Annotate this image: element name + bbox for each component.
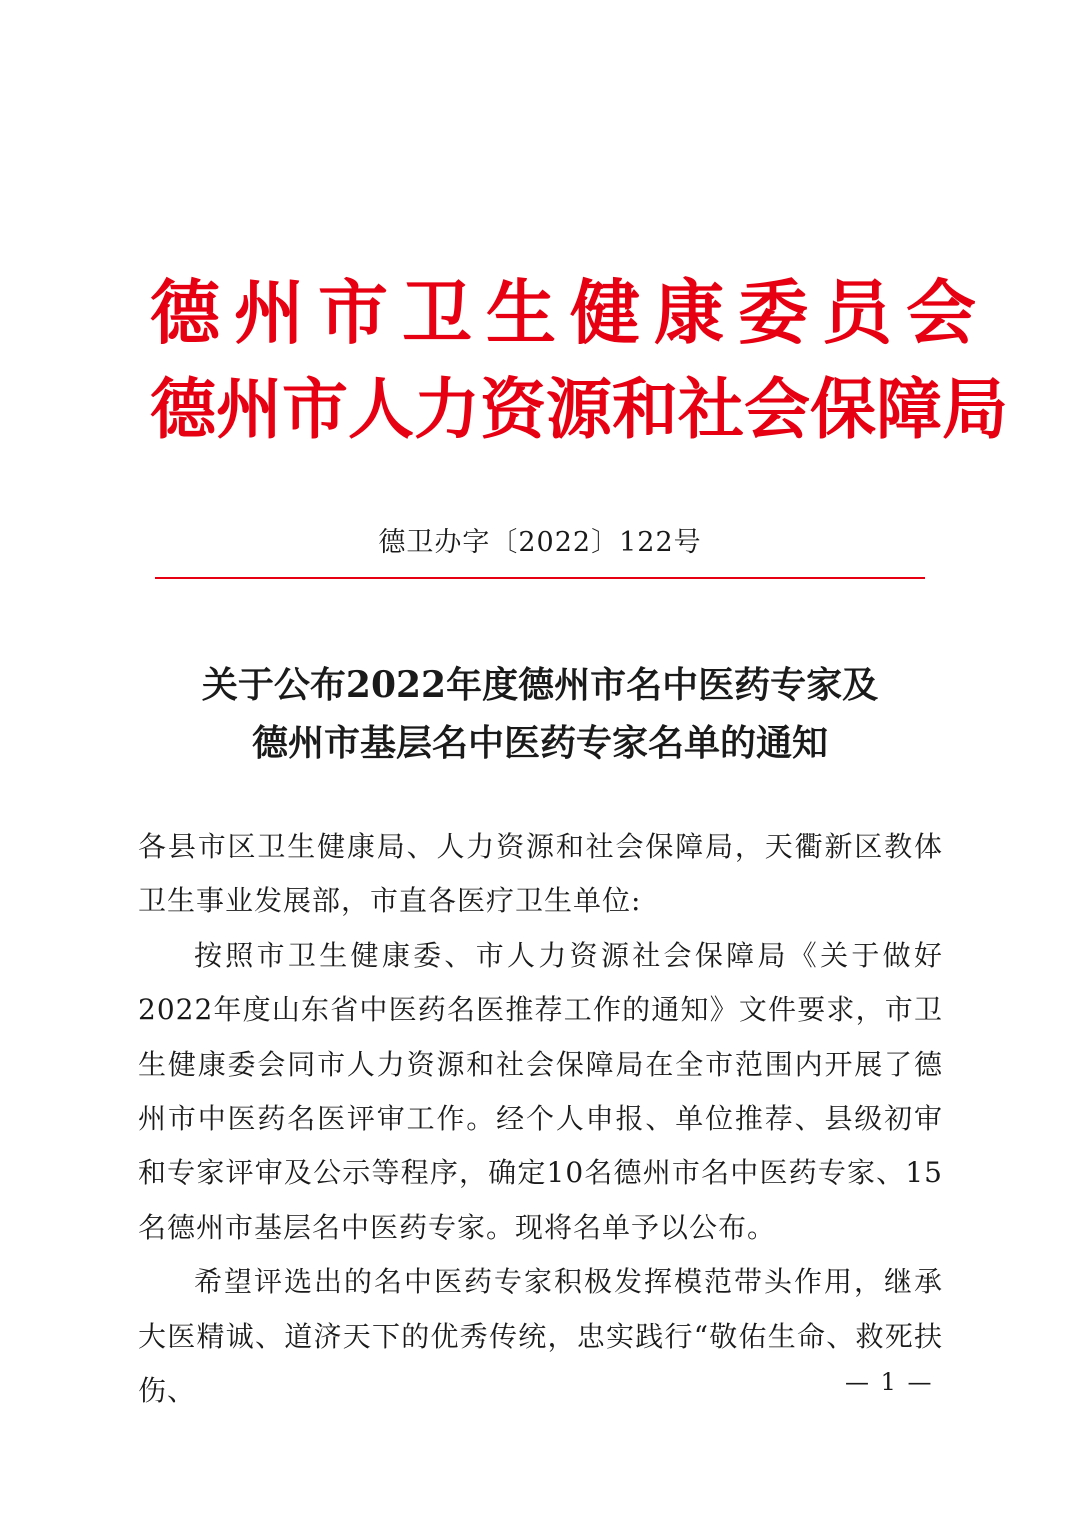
- notice-body: [138, 820, 943, 1418]
- red-divider-line: [155, 577, 925, 579]
- body-paragraph-1: 按照市卫生健康委、市人力资源社会保障局《关于做好2022年度山东省中医药名医推荐工作的通知》文件要求，市卫生健康委会同市人力资源和社会保障局在全市范围内开展了德州市中医药名医评审工作。经个人申报、单位推荐、县级初审和专家评审及公示等程序，确定10名德州市名中医药专家、15名德州市基层名中医药专家。现将名单予以公布。: [138, 938, 943, 1244]
- notice-title-line-2: 德州市基层名中医药专家名单的通知: [251, 722, 828, 764]
- document-number: 德卫办字〔2022〕122号: [378, 527, 702, 558]
- page-number: — 1 —: [845, 1368, 934, 1396]
- body-paragraph-2: 希望评选出的名中医药专家积极发挥模范带头作用，继承大医精诚、道济天下的优秀传统，忠实践行“敬佑生命、救死扶伤、: [138, 1265, 943, 1408]
- notice-title-line-1: 关于公布2022年度德州市名中医药专家及: [201, 664, 879, 706]
- issuing-org-health-commission: 德州市卫生健康委员会: [150, 271, 990, 354]
- issuing-org-hr-social-security-bureau: 德州市人力资源和社会保障局: [150, 370, 1008, 448]
- salutation: 各县市区卫生健康局、人力资源和社会保障局，天衢新区教体卫生事业发展部，市直各医疗卫生单位:: [138, 830, 943, 918]
